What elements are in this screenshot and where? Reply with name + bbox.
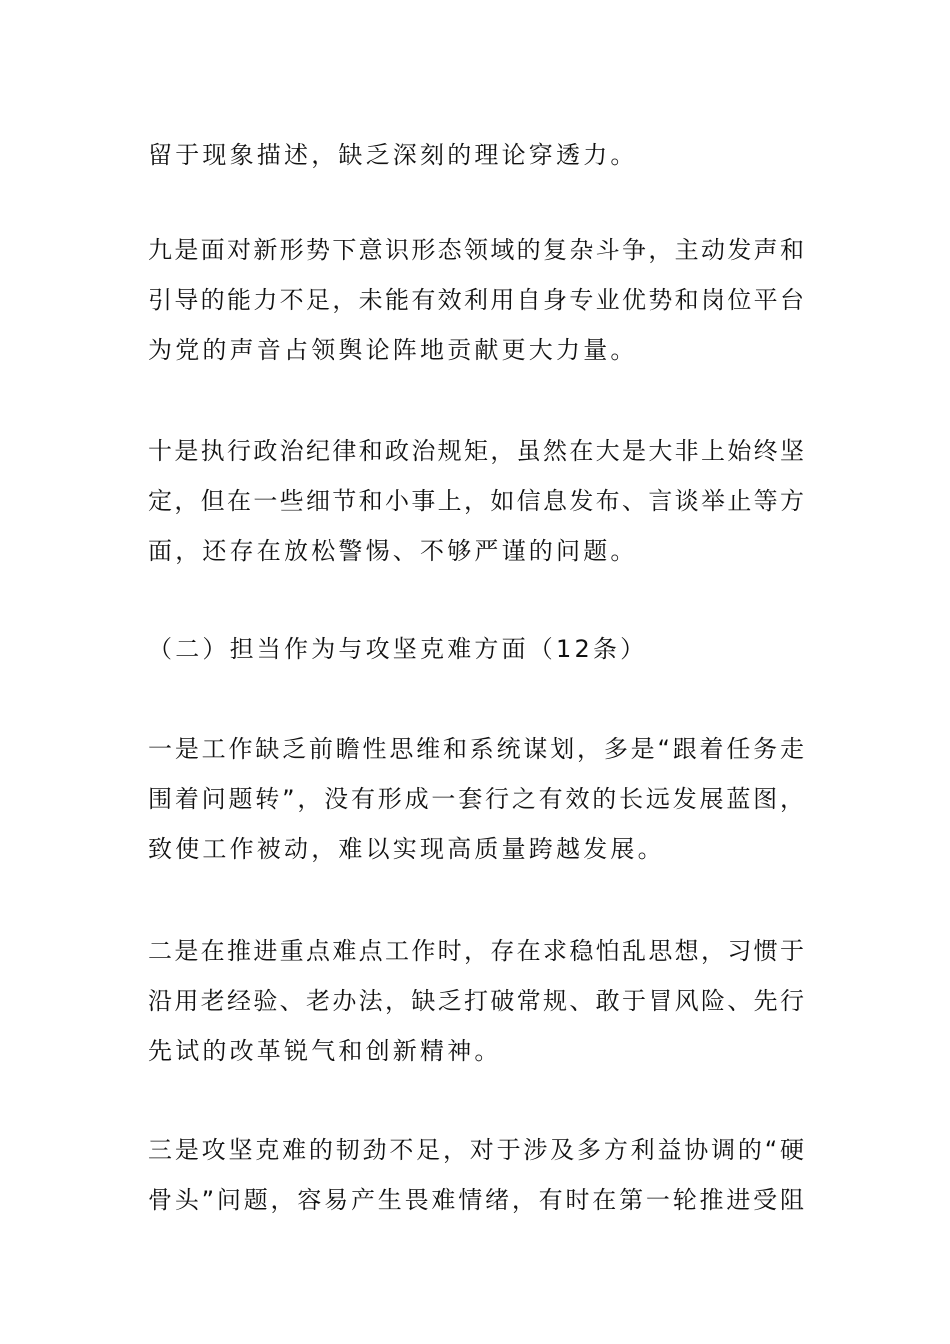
heading-text: （二）担当作为与攻坚克难方面（12条） (148, 635, 648, 663)
paragraph-item-nine (148, 225, 804, 375)
text-line: 为党的声音占领舆论阵地贡献更大力量。 (148, 336, 638, 364)
text-line: 面，还存在放松警惕、不够严谨的问题。 (148, 537, 638, 565)
text-line: 九是面对新形势下意识形态领域的复杂斗争，主动发声和 (148, 236, 804, 264)
text-line: 定，但在一些细节和小事上，如信息发布、言谈举止等方 (148, 487, 804, 515)
text-line: 引导的能力不足，未能有效利用自身专业优势和岗位平台 (148, 286, 804, 314)
paragraph-item-one (148, 724, 804, 874)
text-line: 十是执行政治纪律和政治规矩，虽然在大是大非上始终坚 (148, 437, 804, 465)
text-line: 二是在推进重点难点工作时，存在求稳怕乱思想，习惯于 (148, 937, 804, 965)
text-line: 先试的改革锐气和创新精神。 (148, 1037, 502, 1065)
paragraph-item-ten (148, 426, 804, 576)
paragraph-item-three (148, 1125, 804, 1225)
text-line: 致使工作被动，难以实现高质量跨越发展。 (148, 835, 665, 863)
section-heading (148, 624, 804, 674)
text-line: 一是工作缺乏前瞻性思维和系统谋划，多是“跟着任务走 (148, 735, 804, 763)
text-line: 骨头”问题，容易产生畏难情绪，有时在第一轮推进受阻 (148, 1186, 804, 1214)
paragraph-item-two (148, 926, 804, 1076)
paragraph-continuation (148, 130, 804, 180)
text-line: 三是攻坚克难的韧劲不足，对于涉及多方利益协调的“硬 (148, 1136, 804, 1164)
text-line: 围着问题转”，没有形成一套行之有效的长远发展蓝图， (148, 785, 804, 813)
text-line: 留于现象描述，缺乏深刻的理论穿透力。 (148, 141, 638, 169)
text-line: 沿用老经验、老办法，缺乏打破常规、敢于冒风险、先行 (148, 987, 804, 1015)
